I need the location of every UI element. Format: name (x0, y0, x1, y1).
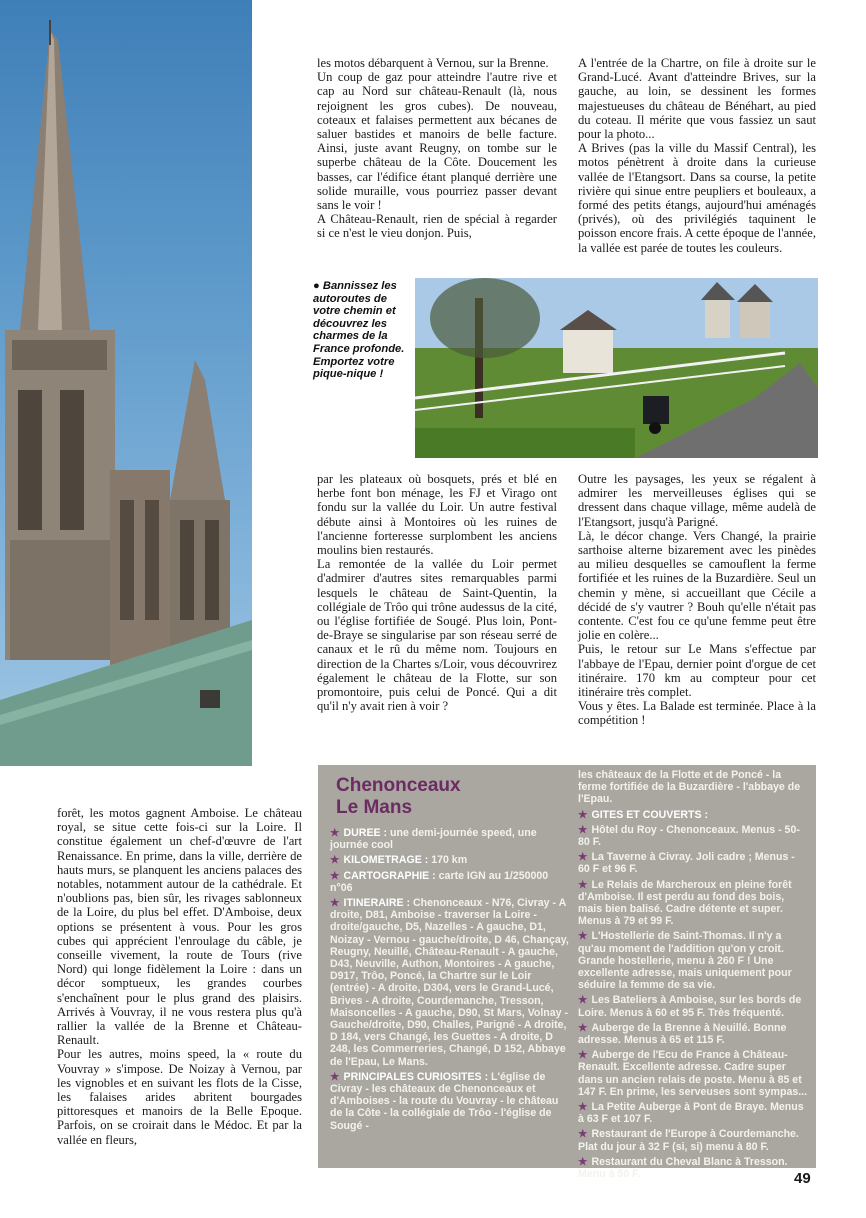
entry-text: Auberge de l'Ecu de France à Château-Renault. Excellente adresse. Cadre super dans un ancien relais de poste. Menu à 85 et 147 F. En prime, les serveuses sont sympas... (578, 1049, 808, 1098)
star-icon: ★ (578, 1021, 588, 1034)
star-icon: ★ (330, 854, 340, 867)
star-icon: ★ (578, 878, 588, 891)
infobox-entry (578, 1128, 808, 1152)
star-icon: ★ (578, 1128, 588, 1141)
entry-key: KILOMETRAGE : (343, 854, 429, 867)
infobox-title-line: Le Mans (336, 797, 413, 818)
star-icon: ★ (330, 1070, 340, 1083)
entry-key: CARTOGRAPHIE : (343, 869, 436, 882)
entry-text: Hôtel du Roy - Chenonceaux. Menus - 50-80 F. (578, 823, 800, 849)
paragraph: Outre les paysages, les yeux se régalent à admirer les merveilleuses églises qui se dressent dans chaque village, même audelà de l'Etangsort, jusqu'à Parigné. (578, 472, 816, 529)
paragraph: A l'entrée de la Chartre, on file à droite sur le Grand-Lucé. Avant d'atteindre Brives, sur la gauche, au loin, se dessinent les formes majestueuses du château de Bénéhart, au pied du coteau. Il mérite que vous fassiez un saut pour la photo... (578, 56, 816, 142)
photo-caption: ● Bannissez les autoroutes de votre chemin et découvrez les charmes de la France profonde. Emportez votre pique-nique ! (313, 280, 405, 381)
paragraph: La remontée de la vallée du Loir permet d'admirer d'autres sites remarquables parmi lesquels le château de Saint-Quentin, la collégiale de Trôo qui trône audessus de la cité, ou l'église fortifiée de Sougé. Plus loin, Pont-de-Braye se singularise par son réseau serré de canaux et le rû du même nom. Toujours en direction de la Chartes s/Loir, vous découvrirez également le château de la Flotte, sur son promontoire, puis celui de Poncé. Qui a dit qu'il n'y avait rien à voir ? (317, 557, 557, 714)
entry-text: Le Relais de Marcheroux en pleine forêt d'Amboise. Il est perdu au fond des bois, mais bien balisé. Cadre détente et super. Menus à 79 et 99 F. (578, 878, 792, 928)
infobox-entry (578, 1101, 808, 1125)
entry-key: PRINCIPALES CURIOSITES : (343, 1070, 489, 1083)
star-icon: ★ (330, 869, 340, 882)
infobox-entry (578, 1156, 808, 1180)
star-icon: ★ (578, 994, 588, 1007)
infobox-entry (578, 879, 808, 928)
entry-text: 170 km (428, 854, 468, 867)
entry-text: carte IGN au 1/250000 n°06 (330, 869, 549, 894)
infobox-entry (578, 930, 808, 991)
cathedral-illustration (0, 0, 252, 766)
star-icon: ★ (578, 930, 588, 943)
star-icon: ★ (578, 1049, 588, 1062)
star-icon: ★ (578, 851, 588, 864)
entry-text: une demi-journée speed, une journée cool (330, 827, 537, 852)
paragraph: A Brives (pas la ville du Massif Central), les motos pénètrent à droite dans la curieuse vallée de l'Etangsort. Dans sa course, la petite rivière qui sinue entre peupliers et bouleaux, a formé des petits étangs, aujourd'hui aménagés (privés), où des privilégiés taquinent le poisson encore frais. A cette époque de l'année, la vallée est parée de toutes les couleurs. (578, 141, 816, 255)
article-column-top-middle (317, 56, 557, 241)
article-column-middle-right (578, 472, 816, 728)
infobox-entry (578, 809, 808, 821)
article-column-top-right (578, 56, 816, 255)
infobox-entry (330, 827, 572, 851)
entry-text: L'église de Civray - les châteaux de Chenonceaux et d'Amboises - la route du Vouvray - le château de la Côte - la collégiale de Trôo - l'église de Sougé - (330, 1070, 559, 1132)
entry-key: ITINERAIRE : (343, 897, 411, 910)
infobox-entry (330, 854, 572, 866)
infobox-right-column (578, 769, 808, 1183)
cathedral-photo (0, 0, 252, 766)
star-icon: ★ (578, 823, 588, 836)
entry-text: La Taverne à Civray. Joli cadre ; Menus - 60 F et 96 F. (578, 851, 795, 876)
star-icon: ★ (578, 808, 588, 821)
paragraph: Un coup de gaz pour atteindre l'autre rive et cap au Nord sur château-Renault (là, nous rejoignent les gros cubes). De nouveau, coteaux et falaises permettent aux bécanes de saluer bastides et manoirs de belle facture. Ainsi, juste avant Reugny, on tombe sur le superbe château de la Côte. Doucement les basses, car l'édifice étant planqué derrière une solide muraille, vous pourriez passer devant sans le voir ! (317, 70, 557, 213)
infobox-entry (578, 851, 808, 875)
infobox-title-line: Chenonceaux (336, 775, 461, 796)
paragraph: Puis, le retour sur Le Mans s'effectue par l'abbaye de l'Epau, dernier point d'orgue de cet itinéraire. 170 km au compteur pour cet itinéraire très complet. (578, 642, 816, 700)
article-column-middle-middle (317, 472, 557, 713)
article-column-bottom-left (57, 806, 302, 1147)
infobox-title (336, 775, 461, 819)
paragraph: Pour les autres, moins speed, la « route du Vouvray » s'impose. De Noizay à Vernou, par les vignobles et en suivant les flots de la Cisse, les falaises arides abritent bourgades pittoresques et manoirs de la Belle Epoque. Parfois, on se croirait dans le Médoc. Et par la vallée en fleurs, (57, 1047, 302, 1147)
infobox-entry (578, 1022, 808, 1046)
star-icon: ★ (330, 897, 340, 910)
infobox-intro: les châteaux de la Flotte et de Poncé - la ferme fortifiée de la Buzardière - l'abbaye de l'Epau. (578, 769, 801, 806)
entry-text: L'Hostellerie de Saint-Thomas. Il n'y a qu'au moment de l'addition qu'on y croit. Grande hostellerie, menu à 260 F ! Une excellente adresse, mais uniquement pour séduire la femme de sa vie. (578, 930, 792, 992)
star-icon: ★ (578, 1155, 588, 1168)
infobox-entry (578, 994, 808, 1018)
entry-text: Auberge de la Brenne à Neuillé. Bonne adresse. Menus à 65 et 115 F. (578, 1021, 787, 1047)
paragraph: les motos débarquent à Vernou, sur la Brenne. (317, 56, 549, 70)
entry-text: Les Bateliers à Amboise, sur les bords de Loire. Menus à 60 et 95 F. Très fréquenté. (578, 994, 802, 1019)
paragraph: forêt, les motos gagnent Amboise. Le château royal, se situe cette fois-ci sur la Loire. Il constitue également un chef-d'œuvre de l'art Renaissance. En prime, dans la ville, derrière de hauts murs, se planquent les anciens palaces des notables, notamment autour de la cathédrale. Et n'oublions pas, bien sûr, les rivages sablonneux de la Loire, du plus bel effet. D'Amboise, deux options se présentent à vous. Pour les gros cubes qui apprécient l'enroulage du câble, je conseille vivement, la route de Tours (rive Nord) qui longe fidèlement la Loire : dans un décor somptueux, les grandes courbes s'enchaînent pour le plus grand des plaisirs. Arrivés à Vouvray, il ne vous restera plus qu'à rallier la vallée de la Brenne et Château-Renault. (57, 806, 302, 1048)
entry-text: Restaurant de l'Europe à Courdemanche. Plat du jour à 32 F (si, si) menu à 80 F. (578, 1128, 799, 1153)
infobox-entry (330, 870, 572, 894)
entry-key: DUREE : (343, 827, 388, 839)
infobox-left-column (330, 827, 572, 1135)
infobox-entry (330, 1071, 572, 1132)
page-number: 49 (794, 1170, 811, 1187)
road-illustration (415, 278, 818, 458)
paragraph: Vous y êtes. La Balade est terminée. Place à la compétition ! (578, 699, 816, 728)
infobox-entry (578, 824, 808, 848)
entry-text: La Petite Auberge à Pont de Braye. Menus à 63 F et 107 F. (578, 1101, 804, 1126)
infobox-entry (578, 1049, 808, 1098)
star-icon: ★ (330, 827, 340, 839)
entry-text: Restaurant du Cheval Blanc à Tresson. Menu à 50 F. (578, 1155, 788, 1181)
road-photo (415, 278, 818, 458)
paragraph: A Château-Renault, rien de spécial à regarder si ce n'est le vieu donjon. Puis, (317, 212, 557, 241)
star-icon: ★ (578, 1101, 588, 1114)
paragraph: Là, le décor change. Vers Changé, la prairie sarthoise alterne bizarement avec les pinèdes au milieu desquelles se camouflent la ferme fortifiée et les ruines de la Buzardière. Seul un chemin y mène, si accueillant que Cécile a décidé de s'y vautrer ? Bouh qu'elle n'était pas contente. C'est fou ce qu'une femme peut être jolie en colère... (578, 528, 816, 643)
paragraph: par les plateaux où bosquets, prés et blé en herbe font bon ménage, les FJ et Virago ont fondu sur la vallée du Loir. Un autre festival débute ainsi à Montoires où les ruines de l'ancienne forteresse surplombent les anciens moulins bien restaurés. (317, 472, 557, 558)
entry-key: GITES ET COUVERTS : (591, 808, 709, 821)
infobox-entry (330, 897, 572, 1068)
entry-text: Chenonceaux - N76, Civray - A droite, D81, Amboise - traverser la Loire - droite/gauche, D5, Nazelles - A gauche, D1, Noizay - Vernou - gauche/droite, D 46, Chançay, Reugny, Neuillé, Château-Renault - A gauche, D43, Neuville, Authon, Montoires - A gauche, D917, Trôo, Poncé, la Chartre sur le Loir (entrée) - A droite, D304, vers le Grand-Lucé, Brives - A droite, Courdemanche, Tresson, Maisoncelles - A gauche, D90, St Mars, Volnay - Gauche/droite, D90, Challes, Parigné - A droite, D 184, vers Changé, les Guettes - A droite, D 248, les Commerreries, Changé, D 152, Abbaye de l'Epau, Le Mans. (330, 897, 569, 1068)
